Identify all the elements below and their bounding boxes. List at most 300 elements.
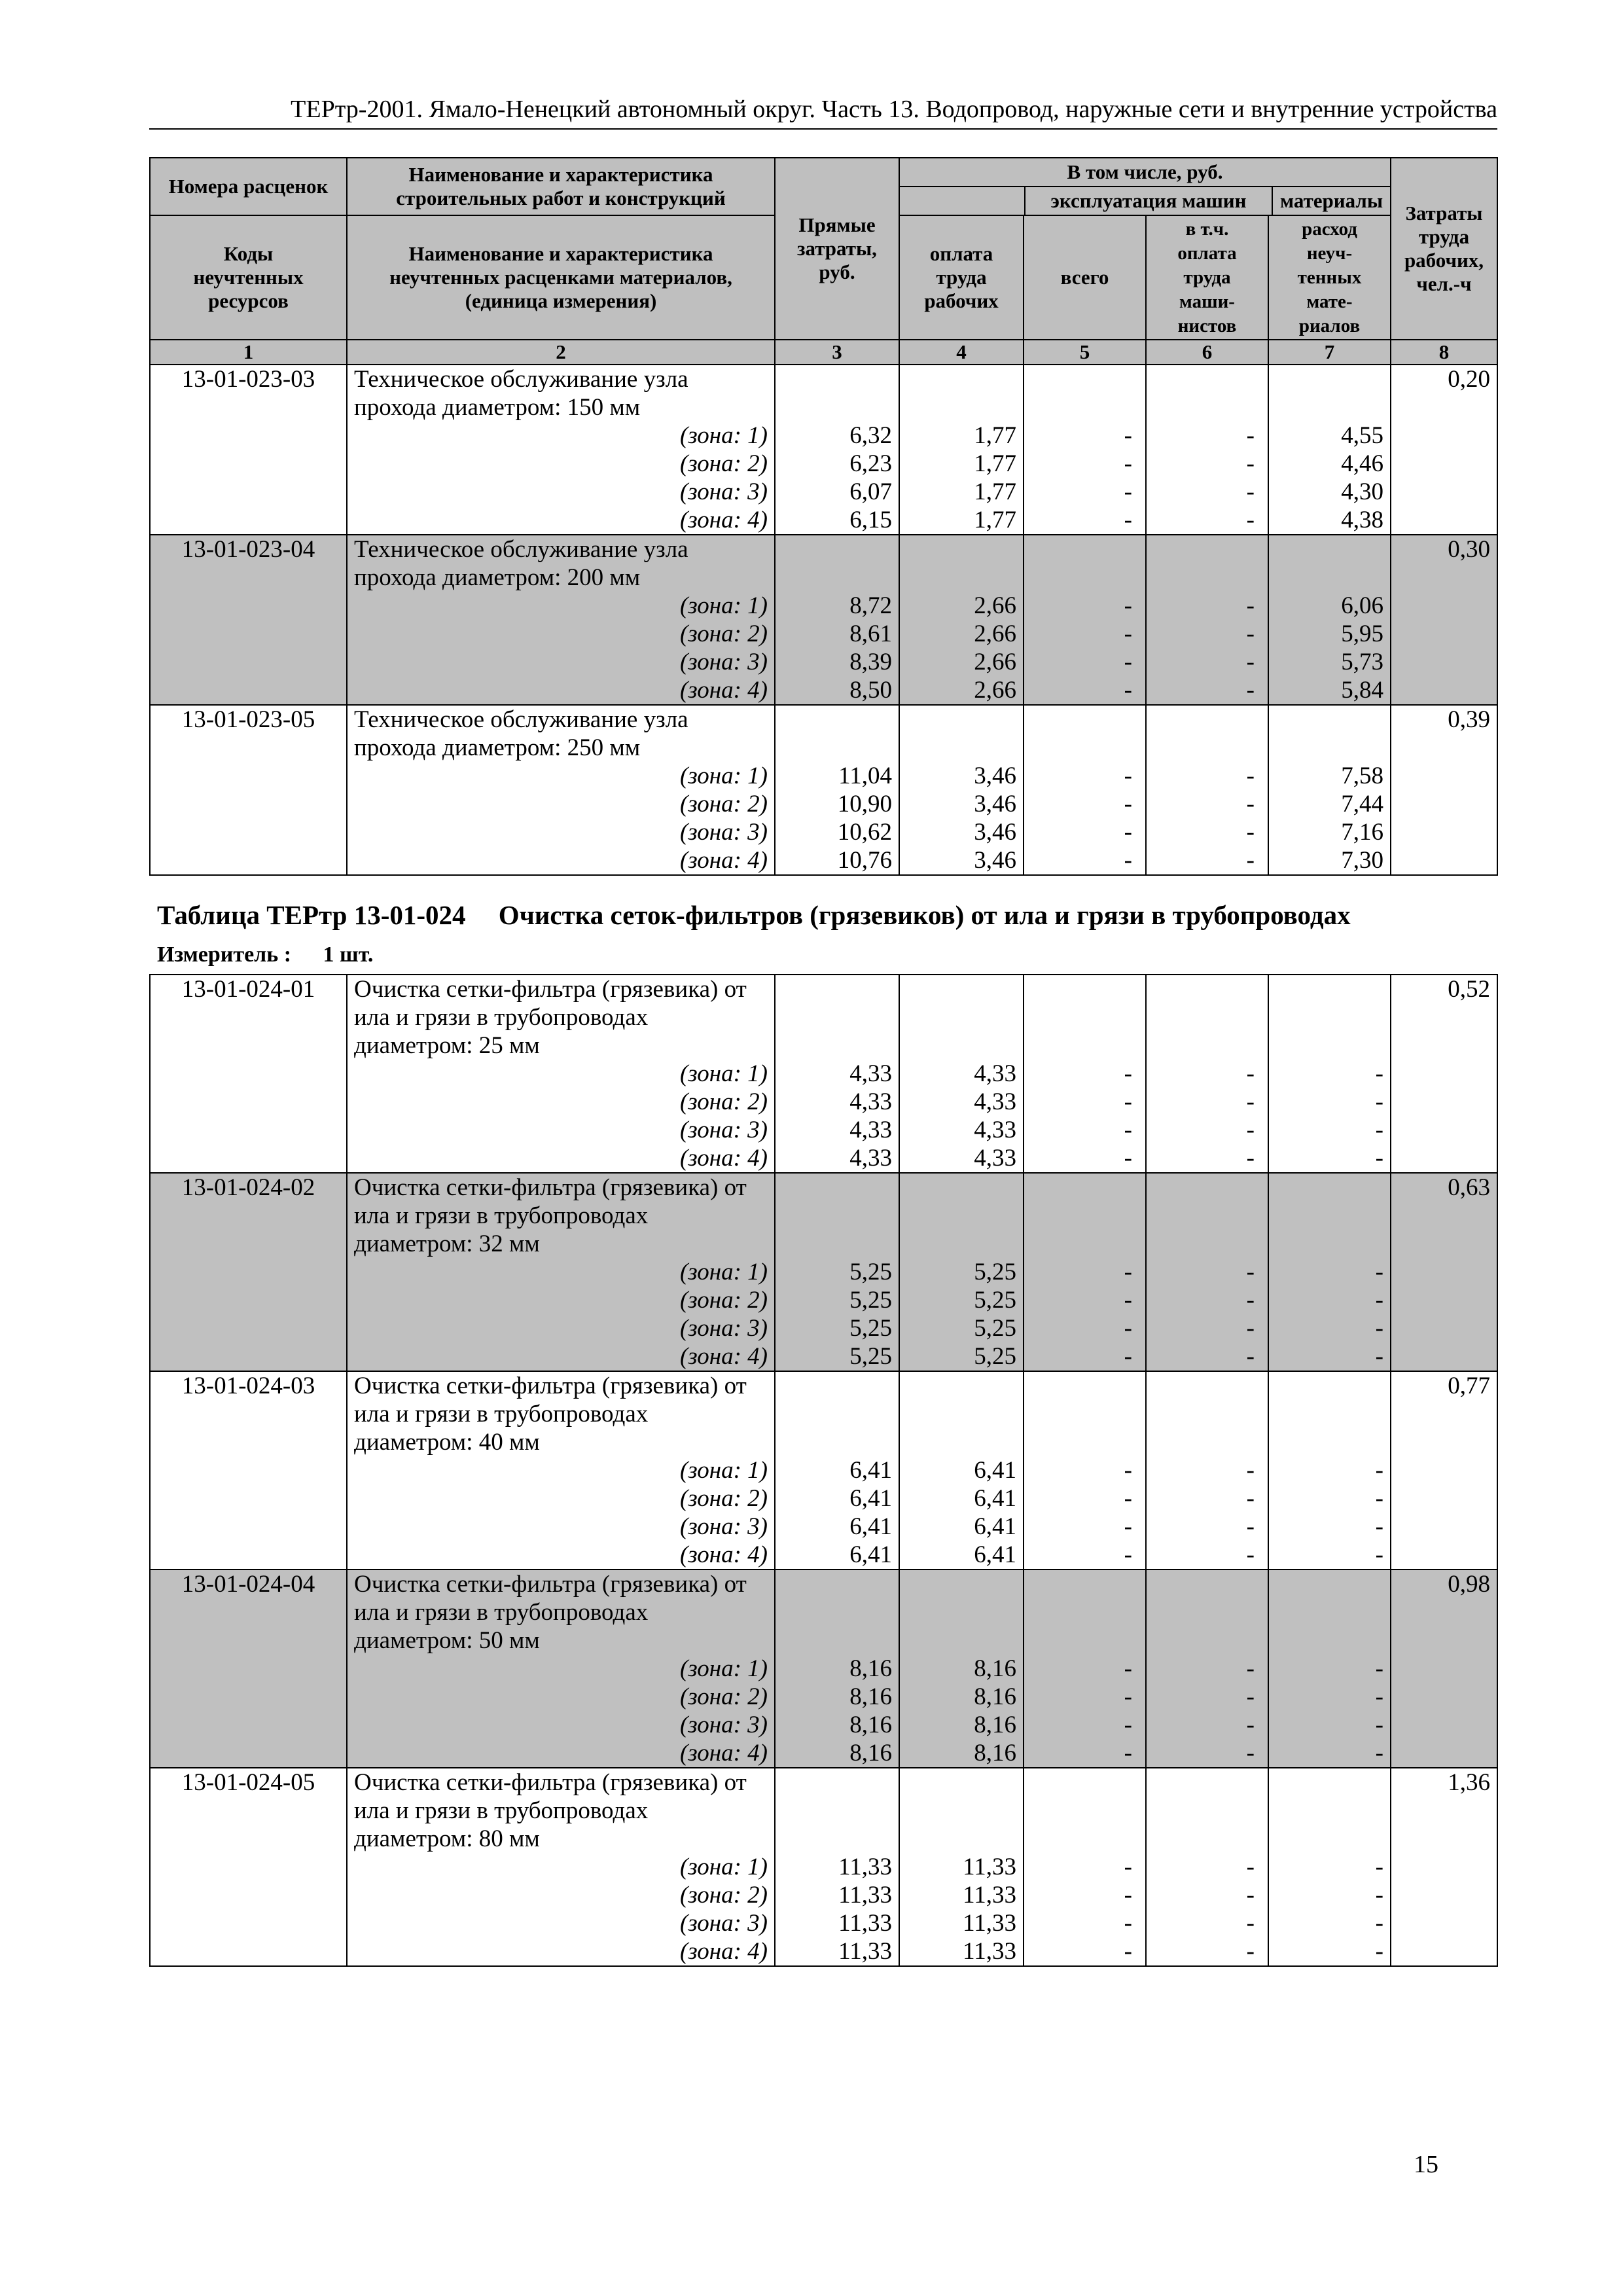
zone-label: (зона: 2) bbox=[679, 450, 768, 477]
worker-pay-value: 8,16 bbox=[974, 1740, 1016, 1767]
rate-code-cell bbox=[150, 1371, 347, 1570]
column-number: 2 bbox=[347, 340, 775, 365]
materials-value: 4,38 bbox=[1341, 507, 1383, 533]
zone-label: (зона: 1) bbox=[679, 1457, 768, 1484]
operator-pay-value: - bbox=[1246, 422, 1255, 449]
machines-total-cell bbox=[1024, 1768, 1146, 1966]
spacer bbox=[900, 734, 1023, 762]
operator-pay-value: - bbox=[1246, 1882, 1255, 1909]
direct-costs-value: 8,16 bbox=[849, 1655, 892, 1682]
direct-costs-value: 6,41 bbox=[849, 1457, 892, 1484]
spacer bbox=[1024, 1174, 1145, 1202]
zone-label: (зона: 3) bbox=[679, 649, 768, 675]
machines-total-value: - bbox=[1124, 478, 1132, 505]
labor-value: 0,39 bbox=[1448, 706, 1490, 733]
worker-pay-value: 6,41 bbox=[974, 1457, 1016, 1484]
operator-pay-cell bbox=[1146, 535, 1268, 705]
machines-total-value: - bbox=[1124, 791, 1132, 817]
operator-pay-value: - bbox=[1246, 791, 1255, 817]
spacer bbox=[1147, 1570, 1268, 1598]
spacer bbox=[1024, 1825, 1145, 1853]
rate-name-line: диаметром: 32 мм bbox=[354, 1230, 540, 1257]
rate-row bbox=[150, 1570, 1497, 1768]
spacer bbox=[776, 1003, 899, 1031]
worker-pay-value: 2,66 bbox=[974, 592, 1016, 619]
spacer bbox=[1147, 1626, 1268, 1655]
spacer bbox=[1147, 1400, 1268, 1428]
rate-code-cell bbox=[150, 975, 347, 1173]
labor-cell bbox=[1391, 705, 1497, 875]
operator-pay-value: - bbox=[1246, 1910, 1255, 1937]
header-including: В том числе, руб. эксплуатация машин материалы bbox=[899, 158, 1391, 215]
column-number: 5 bbox=[1024, 340, 1146, 365]
rate-description-cell bbox=[347, 1173, 775, 1371]
worker-pay-value: 6,41 bbox=[974, 1485, 1016, 1512]
materials-value: 4,46 bbox=[1341, 450, 1383, 477]
machines-total-value: - bbox=[1124, 1854, 1132, 1880]
header-operator-pay: в т.ч. оплата труда маши- нистов bbox=[1146, 215, 1268, 340]
zone-label: (зона: 3) bbox=[679, 1712, 768, 1738]
zone-label: (зона: 4) bbox=[679, 1740, 768, 1767]
spacer bbox=[1024, 1230, 1145, 1258]
spacer bbox=[1024, 975, 1145, 1003]
materials-value: - bbox=[1375, 1145, 1383, 1172]
labor-value: 0,77 bbox=[1448, 1372, 1490, 1399]
spacer bbox=[776, 1400, 899, 1428]
materials-value: 4,55 bbox=[1341, 422, 1383, 449]
rate-code-cell bbox=[150, 705, 347, 875]
machines-total-cell bbox=[1024, 975, 1146, 1173]
spacer bbox=[1024, 564, 1145, 592]
measure-unit: 1 шт. bbox=[323, 942, 374, 967]
measure-line bbox=[157, 942, 373, 967]
direct-costs-value: 8,16 bbox=[849, 1712, 892, 1738]
rate-description-cell bbox=[347, 1371, 775, 1570]
rate-name-line: прохода диаметром: 250 мм bbox=[354, 734, 641, 761]
spacer bbox=[1024, 1768, 1145, 1797]
materials-cell bbox=[1268, 1173, 1391, 1371]
rate-code: 13-01-024-03 bbox=[181, 1372, 315, 1399]
machines-total-value: - bbox=[1124, 649, 1132, 675]
spacer bbox=[900, 1570, 1023, 1598]
spacer bbox=[1024, 1202, 1145, 1230]
materials-cell bbox=[1268, 535, 1391, 705]
rate-name-line: Техническое обслуживание узла bbox=[354, 366, 688, 393]
machines-total-value: - bbox=[1124, 1485, 1132, 1512]
direct-costs-value: 8,61 bbox=[849, 620, 892, 647]
spacer bbox=[1147, 734, 1268, 762]
materials-value: - bbox=[1375, 1541, 1383, 1568]
materials-value: - bbox=[1375, 1854, 1383, 1880]
operator-pay-value: - bbox=[1246, 1117, 1255, 1143]
worker-pay-value: 3,46 bbox=[974, 791, 1016, 817]
direct-costs-value: 6,41 bbox=[849, 1541, 892, 1568]
spacer bbox=[1269, 1598, 1390, 1626]
spacer bbox=[1147, 706, 1268, 734]
labor-value: 0,20 bbox=[1448, 366, 1490, 393]
rate-name-line: ила и грязи в трубопроводах bbox=[354, 1401, 649, 1427]
spacer bbox=[1147, 535, 1268, 564]
spacer bbox=[776, 706, 899, 734]
operator-pay-value: - bbox=[1246, 1854, 1255, 1880]
materials-value: - bbox=[1375, 1485, 1383, 1512]
labor-cell bbox=[1391, 1173, 1497, 1371]
spacer bbox=[776, 393, 899, 422]
operator-pay-value: - bbox=[1246, 620, 1255, 647]
spacer bbox=[1024, 393, 1145, 422]
column-number: 4 bbox=[899, 340, 1024, 365]
spacer bbox=[776, 1428, 899, 1456]
worker-pay-value: 1,77 bbox=[974, 450, 1016, 477]
operator-pay-value: - bbox=[1246, 478, 1255, 505]
spacer bbox=[900, 1174, 1023, 1202]
machines-total-value: - bbox=[1124, 762, 1132, 789]
spacer bbox=[1147, 1202, 1268, 1230]
machines-total-value: - bbox=[1124, 819, 1132, 846]
spacer bbox=[1147, 1372, 1268, 1400]
machines-total-value: - bbox=[1124, 1513, 1132, 1540]
machines-total-cell bbox=[1024, 535, 1146, 705]
rate-row bbox=[150, 1371, 1497, 1570]
direct-costs-cell bbox=[775, 705, 899, 875]
spacer bbox=[776, 1031, 899, 1060]
direct-costs-value: 5,25 bbox=[849, 1287, 892, 1314]
direct-costs-value: 8,72 bbox=[849, 592, 892, 619]
operator-pay-cell bbox=[1146, 1173, 1268, 1371]
spacer bbox=[776, 1626, 899, 1655]
rate-row bbox=[150, 1768, 1497, 1966]
materials-value: - bbox=[1375, 1287, 1383, 1314]
operator-pay-value: - bbox=[1246, 1655, 1255, 1682]
direct-costs-cell bbox=[775, 1768, 899, 1966]
rate-code: 13-01-024-04 bbox=[181, 1571, 315, 1598]
spacer bbox=[900, 706, 1023, 734]
spacer bbox=[1024, 535, 1145, 564]
machines-total-value: - bbox=[1124, 1088, 1132, 1115]
worker-pay-cell bbox=[899, 1768, 1024, 1966]
worker-pay-value: 3,46 bbox=[974, 762, 1016, 789]
worker-pay-value: 1,77 bbox=[974, 422, 1016, 449]
machines-total-value: - bbox=[1124, 847, 1132, 874]
spacer bbox=[776, 1797, 899, 1825]
direct-costs-value: 5,25 bbox=[849, 1315, 892, 1342]
rate-row bbox=[150, 705, 1497, 875]
spacer bbox=[1147, 1428, 1268, 1456]
operator-pay-value: - bbox=[1246, 1938, 1255, 1965]
zone-label: (зона: 4) bbox=[679, 1938, 768, 1965]
column-number: 8 bbox=[1391, 340, 1497, 365]
operator-pay-cell bbox=[1146, 1371, 1268, 1570]
materials-value: 5,95 bbox=[1341, 620, 1383, 647]
worker-pay-cell bbox=[899, 705, 1024, 875]
direct-costs-value: 6,07 bbox=[849, 478, 892, 505]
spacer bbox=[1269, 975, 1390, 1003]
direct-costs-value: 4,33 bbox=[849, 1145, 892, 1172]
worker-pay-value: 11,33 bbox=[963, 1938, 1016, 1965]
operator-pay-value: - bbox=[1246, 1740, 1255, 1767]
direct-costs-value: 11,04 bbox=[838, 762, 892, 789]
header-unaccounted-materials: расход неуч- тенных мате- риалов bbox=[1268, 215, 1391, 340]
materials-value: - bbox=[1375, 1343, 1383, 1370]
machines-total-value: - bbox=[1124, 1683, 1132, 1710]
machines-total-cell bbox=[1024, 705, 1146, 875]
materials-value: - bbox=[1375, 1938, 1383, 1965]
direct-costs-value: 11,33 bbox=[838, 1854, 892, 1880]
direct-costs-value: 11,33 bbox=[838, 1882, 892, 1909]
worker-pay-value: 11,33 bbox=[963, 1854, 1016, 1880]
direct-costs-value: 10,90 bbox=[837, 791, 892, 817]
header-direct-costs: Прямые затраты, руб. bbox=[775, 158, 899, 340]
rate-name-line: диаметром: 80 мм bbox=[354, 1825, 540, 1852]
rate-row bbox=[150, 365, 1497, 535]
spacer bbox=[776, 734, 899, 762]
machines-total-value: - bbox=[1124, 422, 1132, 449]
worker-pay-value: 4,33 bbox=[974, 1088, 1016, 1115]
rate-description-cell bbox=[347, 705, 775, 875]
direct-costs-cell bbox=[775, 1570, 899, 1768]
zone-label: (зона: 4) bbox=[679, 677, 768, 704]
materials-value: - bbox=[1375, 1088, 1383, 1115]
materials-value: - bbox=[1375, 1910, 1383, 1937]
worker-pay-value: 2,66 bbox=[974, 649, 1016, 675]
rate-name-line: ила и грязи в трубопроводах bbox=[354, 1202, 649, 1229]
spacer bbox=[1269, 1768, 1390, 1797]
labor-value: 0,98 bbox=[1448, 1571, 1490, 1598]
header-rate-numbers: Номера расценок bbox=[150, 158, 347, 215]
zone-label: (зона: 2) bbox=[679, 1287, 768, 1314]
direct-costs-cell bbox=[775, 535, 899, 705]
direct-costs-value: 8,50 bbox=[849, 677, 892, 704]
spacer bbox=[776, 1768, 899, 1797]
materials-cell bbox=[1268, 365, 1391, 535]
spacer bbox=[1024, 734, 1145, 762]
materials-value: 6,06 bbox=[1341, 592, 1383, 619]
rate-row bbox=[150, 975, 1497, 1173]
header-machines-total: всего bbox=[1024, 215, 1146, 340]
materials-value: - bbox=[1375, 1117, 1383, 1143]
rate-name-line: диаметром: 50 мм bbox=[354, 1627, 540, 1654]
worker-pay-cell bbox=[899, 535, 1024, 705]
spacer bbox=[776, 1825, 899, 1853]
worker-pay-cell bbox=[899, 365, 1024, 535]
column-number: 6 bbox=[1146, 340, 1268, 365]
operator-pay-value: - bbox=[1246, 1343, 1255, 1370]
spacer bbox=[1269, 1400, 1390, 1428]
spacer bbox=[1024, 1797, 1145, 1825]
worker-pay-value: 3,46 bbox=[974, 847, 1016, 874]
rates-table-2 bbox=[149, 974, 1498, 1967]
worker-pay-cell bbox=[899, 1173, 1024, 1371]
zone-label: (зона: 1) bbox=[679, 762, 768, 789]
machines-total-value: - bbox=[1124, 1259, 1132, 1285]
spacer bbox=[1147, 1797, 1268, 1825]
machines-total-value: - bbox=[1124, 1655, 1132, 1682]
materials-cell bbox=[1268, 975, 1391, 1173]
worker-pay-value: 8,16 bbox=[974, 1712, 1016, 1738]
direct-costs-value: 11,33 bbox=[838, 1910, 892, 1937]
spacer bbox=[1269, 535, 1390, 564]
spacer bbox=[900, 1400, 1023, 1428]
operator-pay-value: - bbox=[1246, 1315, 1255, 1342]
spacer bbox=[1147, 1174, 1268, 1202]
spacer bbox=[776, 1230, 899, 1258]
worker-pay-value: 4,33 bbox=[974, 1145, 1016, 1172]
header-machines: эксплуатация машин bbox=[1024, 187, 1272, 215]
materials-value: - bbox=[1375, 1513, 1383, 1540]
machines-total-value: - bbox=[1124, 507, 1132, 533]
zone-label: (зона: 2) bbox=[679, 1882, 768, 1909]
spacer bbox=[1269, 706, 1390, 734]
operator-pay-value: - bbox=[1246, 649, 1255, 675]
machines-total-value: - bbox=[1124, 1712, 1132, 1738]
direct-costs-value: 4,33 bbox=[849, 1060, 892, 1087]
operator-pay-value: - bbox=[1246, 507, 1255, 533]
worker-pay-value: 5,25 bbox=[974, 1343, 1016, 1370]
rate-name-line: Очистка сетки-фильтра (грязевика) от bbox=[354, 1174, 747, 1201]
operator-pay-value: - bbox=[1246, 762, 1255, 789]
spacer bbox=[900, 1202, 1023, 1230]
spacer bbox=[1024, 365, 1145, 393]
operator-pay-value: - bbox=[1246, 1259, 1255, 1285]
spacer bbox=[1269, 1202, 1390, 1230]
materials-value: - bbox=[1375, 1655, 1383, 1682]
rate-code: 13-01-023-05 bbox=[181, 706, 315, 733]
table-name: Очистка сеток-фильтров (грязевиков) от ила и грязи в трубопроводах bbox=[498, 900, 1351, 930]
machines-total-cell bbox=[1024, 1570, 1146, 1768]
zone-label: (зона: 3) bbox=[679, 1117, 768, 1143]
spacer bbox=[900, 535, 1023, 564]
spacer bbox=[776, 365, 899, 393]
worker-pay-value: 2,66 bbox=[974, 677, 1016, 704]
rate-name-line: диаметром: 40 мм bbox=[354, 1429, 540, 1456]
header-material-name: Наименование и характеристика неучтенных расценками материалов, (единица измерения) bbox=[347, 215, 775, 340]
spacer bbox=[1147, 975, 1268, 1003]
spacer bbox=[900, 365, 1023, 393]
rate-code-cell bbox=[150, 1768, 347, 1966]
rate-name-line: Очистка сетки-фильтра (грязевика) от bbox=[354, 976, 747, 1003]
spacer bbox=[776, 1372, 899, 1400]
labor-cell bbox=[1391, 1768, 1497, 1966]
zone-label: (зона: 2) bbox=[679, 1683, 768, 1710]
machines-total-cell bbox=[1024, 1173, 1146, 1371]
materials-value: 7,30 bbox=[1341, 847, 1383, 874]
labor-cell bbox=[1391, 535, 1497, 705]
spacer bbox=[900, 1003, 1023, 1031]
worker-pay-cell bbox=[899, 1570, 1024, 1768]
worker-pay-value: 1,77 bbox=[974, 507, 1016, 533]
spacer bbox=[900, 393, 1023, 422]
machines-total-value: - bbox=[1124, 677, 1132, 704]
worker-pay-value: 5,25 bbox=[974, 1259, 1016, 1285]
machines-total-value: - bbox=[1124, 1882, 1132, 1909]
column-number: 1 bbox=[150, 340, 347, 365]
zone-label: (зона: 4) bbox=[679, 507, 768, 533]
machines-total-value: - bbox=[1124, 1315, 1132, 1342]
spacer bbox=[1269, 1174, 1390, 1202]
labor-cell bbox=[1391, 365, 1497, 535]
zone-label: (зона: 1) bbox=[679, 1655, 768, 1682]
zone-label: (зона: 3) bbox=[679, 478, 768, 505]
rate-name-line: ила и грязи в трубопроводах bbox=[354, 1599, 649, 1626]
operator-pay-value: - bbox=[1246, 1145, 1255, 1172]
measure-label: Измеритель : bbox=[157, 942, 292, 967]
rate-name-line: Очистка сетки-фильтра (грязевика) от bbox=[354, 1372, 747, 1399]
spacer bbox=[1147, 564, 1268, 592]
materials-value: - bbox=[1375, 1683, 1383, 1710]
zone-label: (зона: 4) bbox=[679, 1541, 768, 1568]
rate-name-line: диаметром: 25 мм bbox=[354, 1032, 540, 1059]
header-materials: материалы bbox=[1272, 187, 1390, 215]
worker-pay-value: 4,33 bbox=[974, 1117, 1016, 1143]
direct-costs-value: 6,41 bbox=[849, 1485, 892, 1512]
zone-label: (зона: 3) bbox=[679, 1910, 768, 1937]
operator-pay-value: - bbox=[1246, 1287, 1255, 1314]
machines-total-value: - bbox=[1124, 1117, 1132, 1143]
direct-costs-value: 8,16 bbox=[849, 1683, 892, 1710]
zone-label: (зона: 3) bbox=[679, 1513, 768, 1540]
materials-value: - bbox=[1375, 1882, 1383, 1909]
operator-pay-cell bbox=[1146, 1768, 1268, 1966]
spacer bbox=[900, 564, 1023, 592]
spacer bbox=[1269, 393, 1390, 422]
materials-cell bbox=[1268, 705, 1391, 875]
table-title bbox=[157, 899, 1351, 931]
spacer bbox=[776, 1202, 899, 1230]
machines-total-cell bbox=[1024, 1371, 1146, 1570]
labor-value: 0,52 bbox=[1448, 976, 1490, 1003]
spacer bbox=[1147, 1768, 1268, 1797]
spacer bbox=[1147, 1003, 1268, 1031]
spacer bbox=[1269, 1825, 1390, 1853]
zone-label: (зона: 1) bbox=[679, 422, 768, 449]
direct-costs-value: 5,25 bbox=[849, 1343, 892, 1370]
direct-costs-value: 11,33 bbox=[838, 1938, 892, 1965]
machines-total-value: - bbox=[1124, 1287, 1132, 1314]
page-number: 15 bbox=[1414, 2151, 1438, 2178]
rate-code-cell bbox=[150, 1570, 347, 1768]
operator-pay-value: - bbox=[1246, 1541, 1255, 1568]
spacer bbox=[776, 975, 899, 1003]
spacer bbox=[1024, 1372, 1145, 1400]
direct-costs-cell bbox=[775, 1173, 899, 1371]
rate-code: 13-01-024-01 bbox=[181, 976, 315, 1003]
materials-cell bbox=[1268, 1570, 1391, 1768]
worker-pay-value: 11,33 bbox=[963, 1910, 1016, 1937]
rate-name-line: ила и грязи в трубопроводах bbox=[354, 1797, 649, 1824]
worker-pay-value: 6,41 bbox=[974, 1541, 1016, 1568]
spacer bbox=[1147, 393, 1268, 422]
spacer bbox=[1147, 1825, 1268, 1853]
spacer bbox=[1024, 1598, 1145, 1626]
operator-pay-value: - bbox=[1246, 1513, 1255, 1540]
rate-code: 13-01-024-02 bbox=[181, 1174, 315, 1201]
operator-pay-cell bbox=[1146, 975, 1268, 1173]
rate-name-line: Техническое обслуживание узла bbox=[354, 706, 688, 733]
operator-pay-value: - bbox=[1246, 592, 1255, 619]
spacer bbox=[1147, 1031, 1268, 1060]
direct-costs-value: 5,25 bbox=[849, 1259, 892, 1285]
rate-code-cell bbox=[150, 365, 347, 535]
column-number: 3 bbox=[775, 340, 899, 365]
rate-name-line: Очистка сетки-фильтра (грязевика) от bbox=[354, 1769, 747, 1796]
spacer bbox=[1024, 1400, 1145, 1428]
machines-total-value: - bbox=[1124, 1145, 1132, 1172]
spacer bbox=[1269, 1626, 1390, 1655]
rate-name-line: Очистка сетки-фильтра (грязевика) от bbox=[354, 1571, 747, 1598]
machines-total-value: - bbox=[1124, 1343, 1132, 1370]
direct-costs-value: 6,23 bbox=[849, 450, 892, 477]
header-work-name: Наименование и характеристика строительных работ и конструкций bbox=[347, 158, 775, 215]
